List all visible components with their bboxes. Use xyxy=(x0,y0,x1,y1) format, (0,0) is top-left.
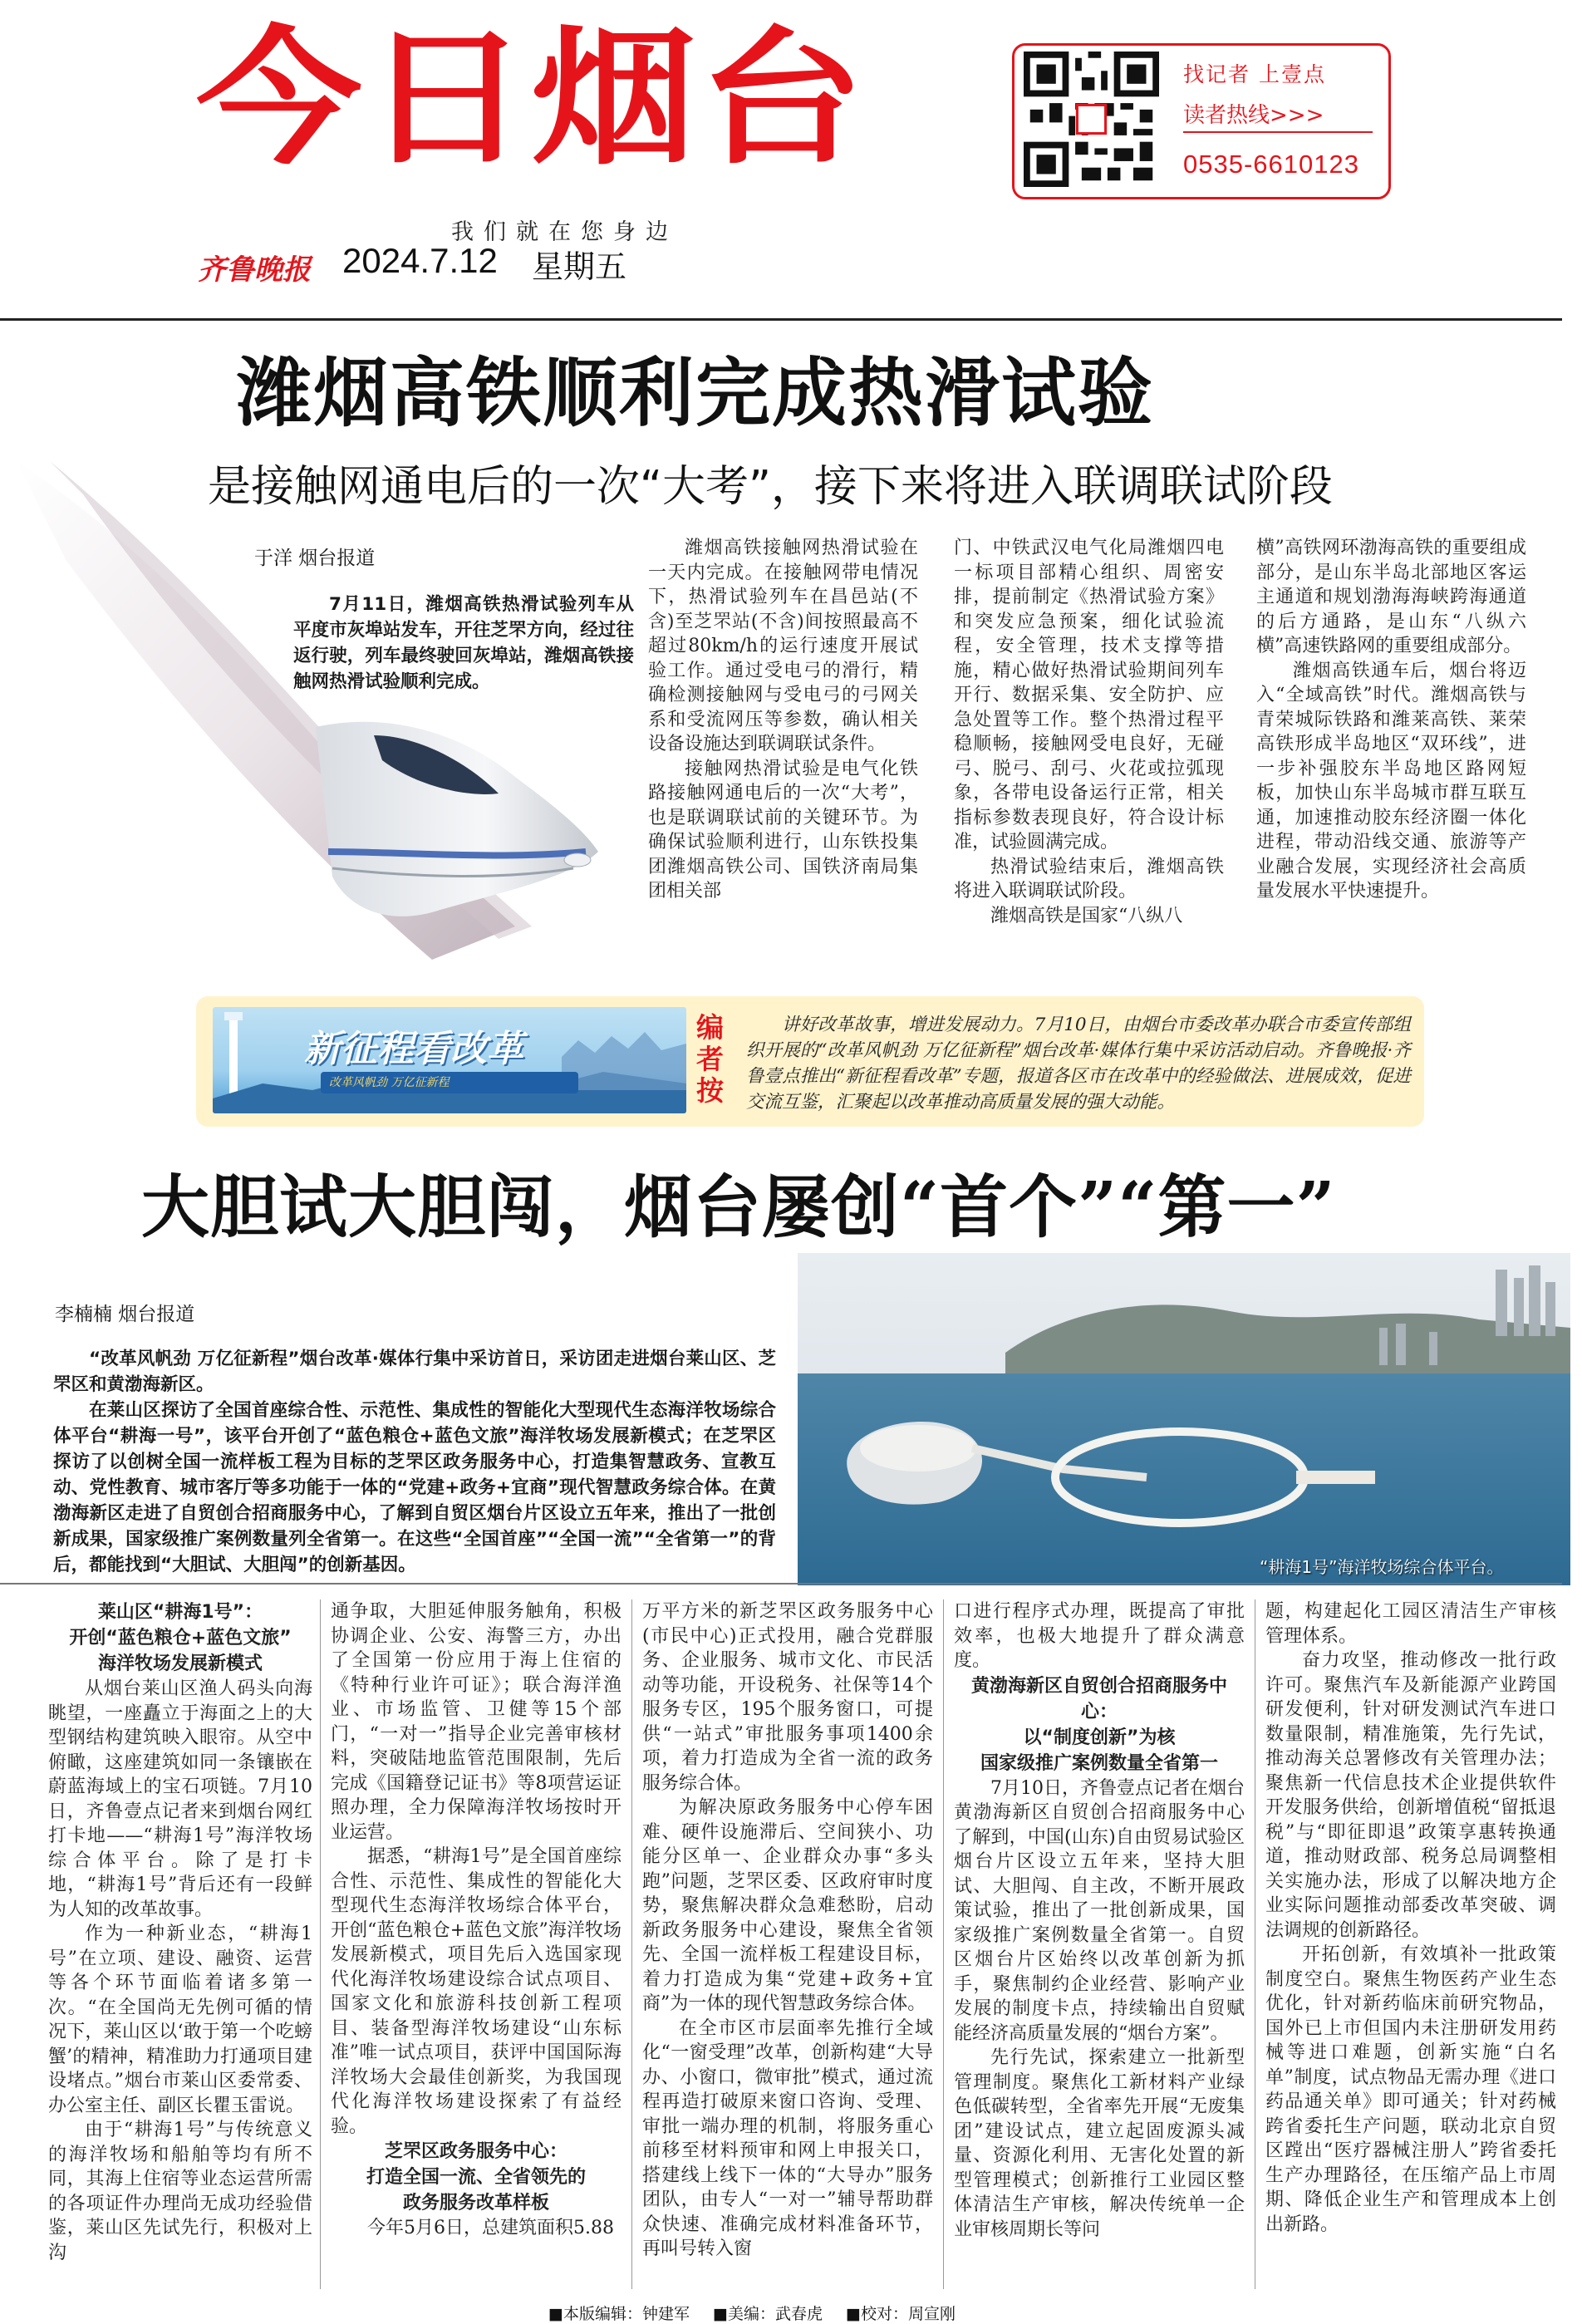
art-credit: ■美编：武春虎 xyxy=(713,2305,823,2323)
hotline-divider xyxy=(1183,131,1373,133)
story1-column-1: 潍烟高铁接触网热滑试验在一天内完成。在接触网带电情况下，热滑试验列车在昌邑站(不含)至芝罘站(不含)间按照最高不超过80km/h的运行速度开展试验工作。通过受电弓的滑行，精确检测接触网与受电弓的弓网关系和受流网压等参数，确认相关设备设施达到联调联试条件。 接触网热滑试验是电气化铁路接触网通电后的一次“大考”，也是联调联试前的关键环节。为确保试验顺利进行，山东铁投集团潍烟高铁公司、国铁济南局集团相关部 xyxy=(648,538,918,902)
newspaper-title: 今日烟台 xyxy=(196,12,867,184)
photo-caption: “耕海1号”海洋牧场综合体平台。 xyxy=(1260,1557,1504,1577)
find-reporter-text: 找记者 上壹点 xyxy=(1183,62,1326,86)
page-credits xyxy=(548,2302,974,2324)
hotline-phone[interactable]: 0535-6610123 xyxy=(1183,150,1359,179)
column-rule xyxy=(320,1599,321,2289)
masthead-rule xyxy=(0,318,1562,321)
paper-logo: 齐鲁晚报 xyxy=(198,253,311,287)
story2-headline: 大胆试大胆闯，烟台屡创“首个”“第一” xyxy=(141,1167,1336,1247)
story1-column-2: 门、中铁武汉电气化局潍烟四电一标项目部精心组织、周密安排，提前制定《热滑试验方案》和突发应急预案，细化试验流程，安全管理，技术支撑等措施，精心做好热滑试验期间列车开行、数据采集、安全防护、应急处置等工作。整个热滑过程平稳顺畅，接触网受电良好，无碰弓、脱弓、刮弓、火花或拉弧现象，各带电设备运行正常，相关指标参数表现良好，符合设计标准，试验圆满完成。 热滑试验结束后，潍烟高铁将进入联调联试阶段。 潍烟高铁是国家“八纵八 xyxy=(954,538,1224,926)
story2-column-4: 口进行程序式办理，既提高了审批效率，也极大地提升了群众满意度。 黄渤海新区自贸创合招商服务中心： 以“制度创新”为核 国家级推广案例数量全省第一 7月10日，齐鲁壹点记者在烟台黄渤海新区自贸创合招商服务中心了解到，中国(山东)自由贸易试验区烟台片区设立五年来，坚持大胆试、大胆闯、自主改，不断开展政策试验，推出了一批创新成果，国家级推广案例数量全省第一。自贸区烟台片区始终以改革创新为抓手，聚焦制约企业经营、影响产业发展的制度卡点，持续输出自贸赋能经济高质量发展的“烟台方案”。 先行先试，探索建立一批新型管理制度。聚焦化工新材料产业绿色低碳转型，全省率先开展“无废集团”建设试点，建立起固废源头减量、资源化利用、无害化处置的新型管理模式；创新推行工业园区整体清洁生产审核，解决传统单一企业审核周期长等问 xyxy=(954,1601,1245,2240)
story2-column-1: 莱山区“耕海1号”： 开创“蓝色粮仓+蓝色文旅” 海洋牧场发展新模式 从烟台莱山区渔人码头向海眺望，一座矗立于海面之上的大型钢结构建筑映入眼帘。从空中俯瞰，这座建筑如同一条镶嵌在蔚蓝海域上的宝石项链。7月10日，齐鲁壹点记者来到烟台网红打卡地——“耕海1号”海洋牧场综合体平台。除了是打卡地，“耕海1号”背后还有一段鲜为人知的改革故事。 作为一种新业态，“耕海1号”在立项、建设、融资、运营等各个环节面临着诸多第一次。“在全国尚无先例可循的情况下，莱山区以‘敢于第一个吃螃蟹’的精神，精准助力打通项目建设堵点。”烟台市莱山区委常委、办公室主任、副区长瞿玉雷说。 由于“耕海1号”与传统意义的海洋牧场和船舶等均有所不同，其海上住宿等业态运营所需的各项证件办理尚无成功经验借鉴，莱山区先试先行，积极对上沟 xyxy=(48,1602,312,2263)
qr-code-icon[interactable] xyxy=(1024,52,1159,187)
promo-slogan: 改革风帆劲 万亿征新程 xyxy=(321,1072,578,1093)
story2-byline: 李楠楠 烟台报道 xyxy=(55,1304,195,1325)
editor-note-label: 编者按 xyxy=(696,1011,724,1107)
column-rule xyxy=(631,1599,632,2289)
hotline-label: 读者热线>>> xyxy=(1183,103,1324,128)
story2-column-2: 通争取，大胆延伸服务触角，积极协调企业、公安、海警三方，办出了全国第一份应用于海上住宿的《特种行业许可证》；联合海洋渔业、市场监管、卫健等15个部门，“一对一”指导企业完善审核材料，突破陆地监管范围限制，先后完成《国籍登记证书》等8项营运证照办理，全力保障海洋牧场按时开业运营。 据悉，“耕海1号”是全国首座综合性、示范性、集成性的智能化大型现代生态海洋牧场综合体平台，开创“蓝色粮仓+蓝色文旅”海洋牧场发展新模式，项目先后入选国家现代化海洋牧场建设综合试点项目、国家文化和旅游科技创新工程项目、装备型海洋牧场建设“山东标准”唯一试点项目，获评中国国际海洋牧场大会最佳创新奖，为我国现代化海洋牧场建设探索了有益经验。 芝罘区政务服务中心： 打造全国一流、全省领先的 政务服务改革样板 今年5月6日，总建筑面积5.88 xyxy=(331,1601,622,2238)
issue-weekday: 星期五 xyxy=(532,248,627,285)
editor-note-text: 讲好改革故事，增进发展动力。7月10日，由烟台市委改革办联合市委宣传部组织开展的“改革风帆劲 万亿征新程”烟台改革·媒体行集中采访活动启动。齐鲁晚报·齐鲁壹点推出“新征程看改革”专题，报道各区市在改革中的经验做法、进展成效，促进交流互鉴，汇聚起以改革推动高质量发展的强大动能。 xyxy=(746,1015,1411,1113)
editor-credit: ■本版编辑：钟建军 xyxy=(548,2305,690,2323)
marine-ranch-photo xyxy=(798,1253,1570,1585)
story2-divider xyxy=(0,1583,1562,1585)
issue-date: 2024.7.12 xyxy=(342,241,498,280)
proof-credit: ■校对：周宣刚 xyxy=(846,2305,956,2323)
column-rule xyxy=(943,1599,944,2289)
story2-column-5: 题，构建起化工园区清洁生产审核管理体系。 奋力攻坚，推动修改一批行政许可。聚焦汽车及新能源产业跨国研发便利，针对研发测试汽车进口数量限制，精准施策，先行先试，推动海关总署修改有关管理办法；聚焦新一代信息技术企业提供软件开发服务供给，创新增值税“留抵退税”与“即征即退”政策享惠转换通道，推动财政部、税务总局调整相关实施办法，形成了以解决地方企业实际问题推动部委改革突破、调法调规的创新路径。 开拓创新，有效填补一批政策制度空白。聚焦生物医药产业生态优化，针对新药临床前研究物品，国外已上市但国内未注册研发用药械等进口难题，创新实施“白名单”制度，试点物品无需办理《进口药品通关单》即可通关；针对药械跨省委托生产问题，联动北京自贸区蹚出“医疗器械注册人”跨省委托生产办理路径，在压缩产品上市周期、降低企业生产和管理成本上创出新路。 xyxy=(1265,1601,1556,2235)
story2-lead: “改革风帆劲 万亿征新程”烟台改革·媒体行集中采访首日，采访团走进烟台莱山区、芝罘区和黄渤海新区。 在莱山区探访了全国首座综合性、示范性、集成性的智能化大型现代生态海洋牧场综合体平台“耕海一号”，该平台开创了“蓝色粮仓+蓝色文旅”海洋牧场发展新模式；在芝罘区探访了以创树全国一流样板工程为目标的芝罘区政务服务中心，打造集智慧政务、宣教互动、党性教育、城市客厅等多功能于一体的“党建+政务+宜商”现代智慧政务综合体。在黄渤海新区走进了自贸创合招商服务中心，了解到自贸区烟台片区设立五年来，推出了一批创新成果，国家级推广案例数量列全省第一。在这些“全国首座”“全国一流”“全省第一”的背后，都能找到“大胆试、大胆闯”的创新基因。 xyxy=(53,1349,776,1575)
story1-column-3: 横”高铁网环渤海高铁的重要组成部分，是山东半岛北部地区客运主通道和规划渤海海峡跨海通道的后方通路，是山东“八纵六横”高速铁路网的重要组成部分。 潍烟高铁通车后，烟台将迈入“全域高铁”时代。潍烟高铁与青荣城际铁路和潍莱高铁、莱荣高铁形成半岛地区“双环线”，进一步补强胶东半岛地区路网短板，加快山东半岛城市群互联互通，加速推动胶东经济圈一体化进程，带动沿线交通、旅游等产业融合发展，实现经济社会高质量发展水平快速提升。 xyxy=(1256,538,1526,902)
story1-headline: 潍烟高铁顺利完成热滑试验 xyxy=(237,349,1154,437)
high-speed-train-image xyxy=(0,461,640,980)
story1-lead: 7月11日，潍烟高铁热滑试验列车从平度市灰埠站发车，开往芝罘方向，经过往返行驶，列车最终驶回灰埠站，潍烟高铁接触网热滑试验顺利完成。 xyxy=(293,594,634,692)
masthead-slogan: 我们就在您身边 xyxy=(451,219,678,245)
story1-byline: 于洋 烟台报道 xyxy=(254,548,376,569)
story2-column-3: 万平方米的新芝罘区政务服务中心(市民中心)正式投用，融合党群服务、企业服务、城市文化、市民活动等功能，开设税务、社保等14个服务专区，195个服务窗口，可提供“一站式”审批服务事项1400余项，着力打造成为全省一流的政务服务综合体。 为解决原政务服务中心停车困难、硬件设施滞后、空间狭小、功能分区单一、企业群众办事“多头跑”问题，芝罘区委、区政府审时度势，聚焦解决群众急难愁盼，启动新政务服务中心建设，聚焦全省领先、全国一流样板工程建设目标，着力打造成为集“党建+政务+宜商”为一体的现代智慧政务综合体。 在全市区市层面率先推行全域化“一窗受理”改革，创新构建“大导办、小窗口，微审批”模式，通过流程再造打破原来窗口咨询、受理、审批一端办理的机制，将服务重心前移至材料预审和网上申报关口，搭建线上线下一体的“大导办”服务团队，由专人“一对一”辅导帮助群众快速、准确完成材料准备环节，再叫号转入窗 xyxy=(642,1601,933,2259)
story1-subheadline: 是接触网通电后的一次“大考”，接下来将进入联调联试阶段 xyxy=(208,462,1333,512)
reform-promo-image xyxy=(213,1007,686,1113)
promo-title: 新征程看改革 xyxy=(304,1028,523,1070)
